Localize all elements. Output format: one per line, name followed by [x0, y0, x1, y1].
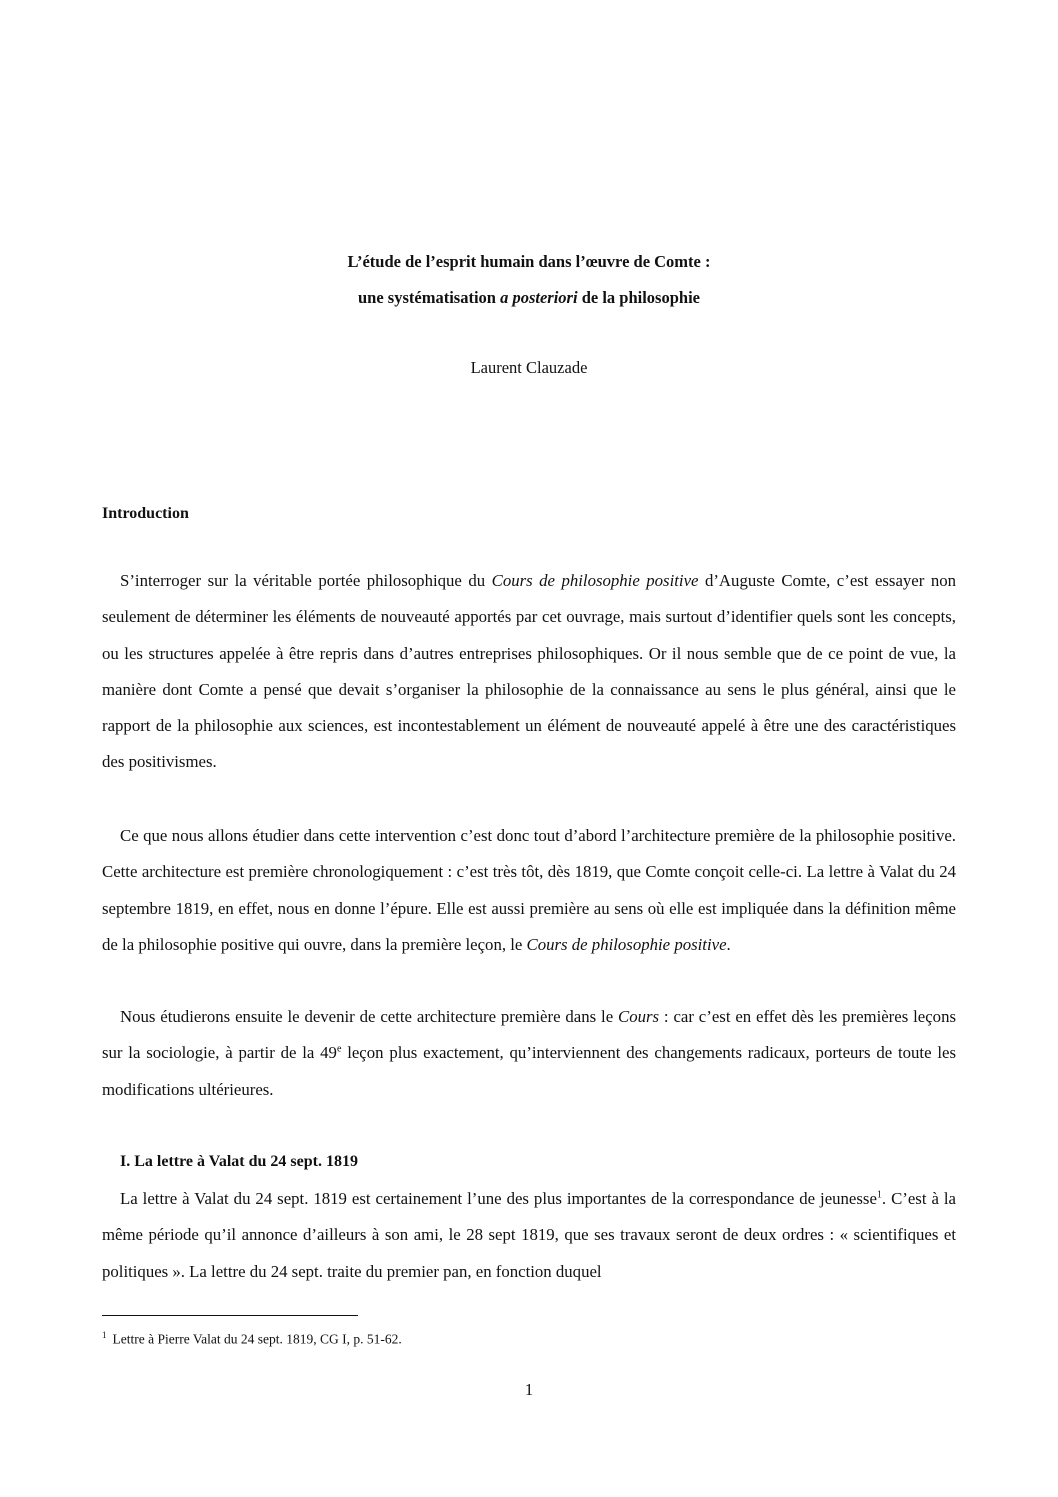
footnote-reference[interactable]: 1 — [876, 1189, 882, 1201]
footnote-separator — [102, 1315, 358, 1316]
footnote-text: Lettre à Pierre Valat du 24 sept. 1819, CG I, p. 51-62. — [112, 1331, 402, 1347]
section-heading-1: I. La lettre à Valat du 24 sept. 1819 — [120, 1153, 358, 1170]
page-number: 1 — [524, 1380, 534, 1399]
footnote-1 — [102, 1326, 402, 1349]
italic-work-title: Cours de philosophie positive — [526, 934, 727, 954]
title-line-2 — [0, 280, 1058, 316]
paragraph-2: Ce que nous allons étudier dans cette intervention c’est donc tout d’abord l’architecture première de la philosophie positive. Cette architecture est première chronologiquement : c’est très tôt, dès 1819, que Comte conçoit celle-ci. La lettre à Valat du 24 septembre 1819, en effet, nous en donne l’épure. Elle est aussi première au sens où elle est impliquée dans la définition même de la philosophie positive qui ouvre, dans la première leçon, le Cours de philosophie positive. — [102, 826, 956, 954]
section-heading-introduction: Introduction — [102, 505, 189, 522]
ordinal-superscript: e — [336, 1043, 342, 1055]
paragraph-1: S’interroger sur la véritable portée philosophique du Cours de philosophie positive d’Auguste Comte, c’est essayer non seulement de déterminer les éléments de nouveauté apportés par cet ouvrage, mais surtout d’identifier quels sont les concepts, ou les structures appelée à être repris dans d’autres entreprises philosophiques. Or il nous semble que de ce point de vue, la manière dont Comte a pensé que devait s’organiser la philosophie de la connaissance au sens le plus général, ainsi que le rapport de la philosophie aux sciences, est incontestablement un élément de nouveauté appelé à être une des caractéristiques des positivismes. — [102, 571, 956, 772]
title-line-2-end: de la philosophie — [577, 288, 700, 307]
footnote-mark: 1 — [102, 1330, 107, 1340]
author-name: Laurent Clauzade — [470, 358, 588, 377]
italic-work-title: Cours de philosophie positive — [491, 571, 699, 590]
title-line-1: L’étude de l’esprit humain dans l’œuvre de Comte : — [347, 252, 711, 271]
title-line-2-start: une systématisation — [358, 288, 501, 307]
paragraph-4: La lettre à Valat du 24 sept. 1819 est certainement l’une des plus importantes de la correspondance de jeunesse$^1$. C’est à la même période qu’il annonce d’ailleurs à son ami, le 28 sept 1819, que ses travaux seront de deux ordres : « scientifiques et politiques ». La lettre du 24 sept. traite du premier pan, en fonction duquel — [102, 1189, 956, 1281]
document-title — [0, 244, 1058, 316]
paragraph-3: Nous étudierons ensuite le devenir de cette architecture première dans le Cours : car c’est en effet dès les premières leçons sur la sociologie, à partir de la 49e leçon plus exactement, qu’interviennent des changements radicaux, porteurs de toute les modifications ultérieures. — [102, 1007, 956, 1099]
italic-work-title: Cours — [618, 1007, 660, 1026]
title-italic-phrase: a posteriori — [500, 288, 578, 307]
